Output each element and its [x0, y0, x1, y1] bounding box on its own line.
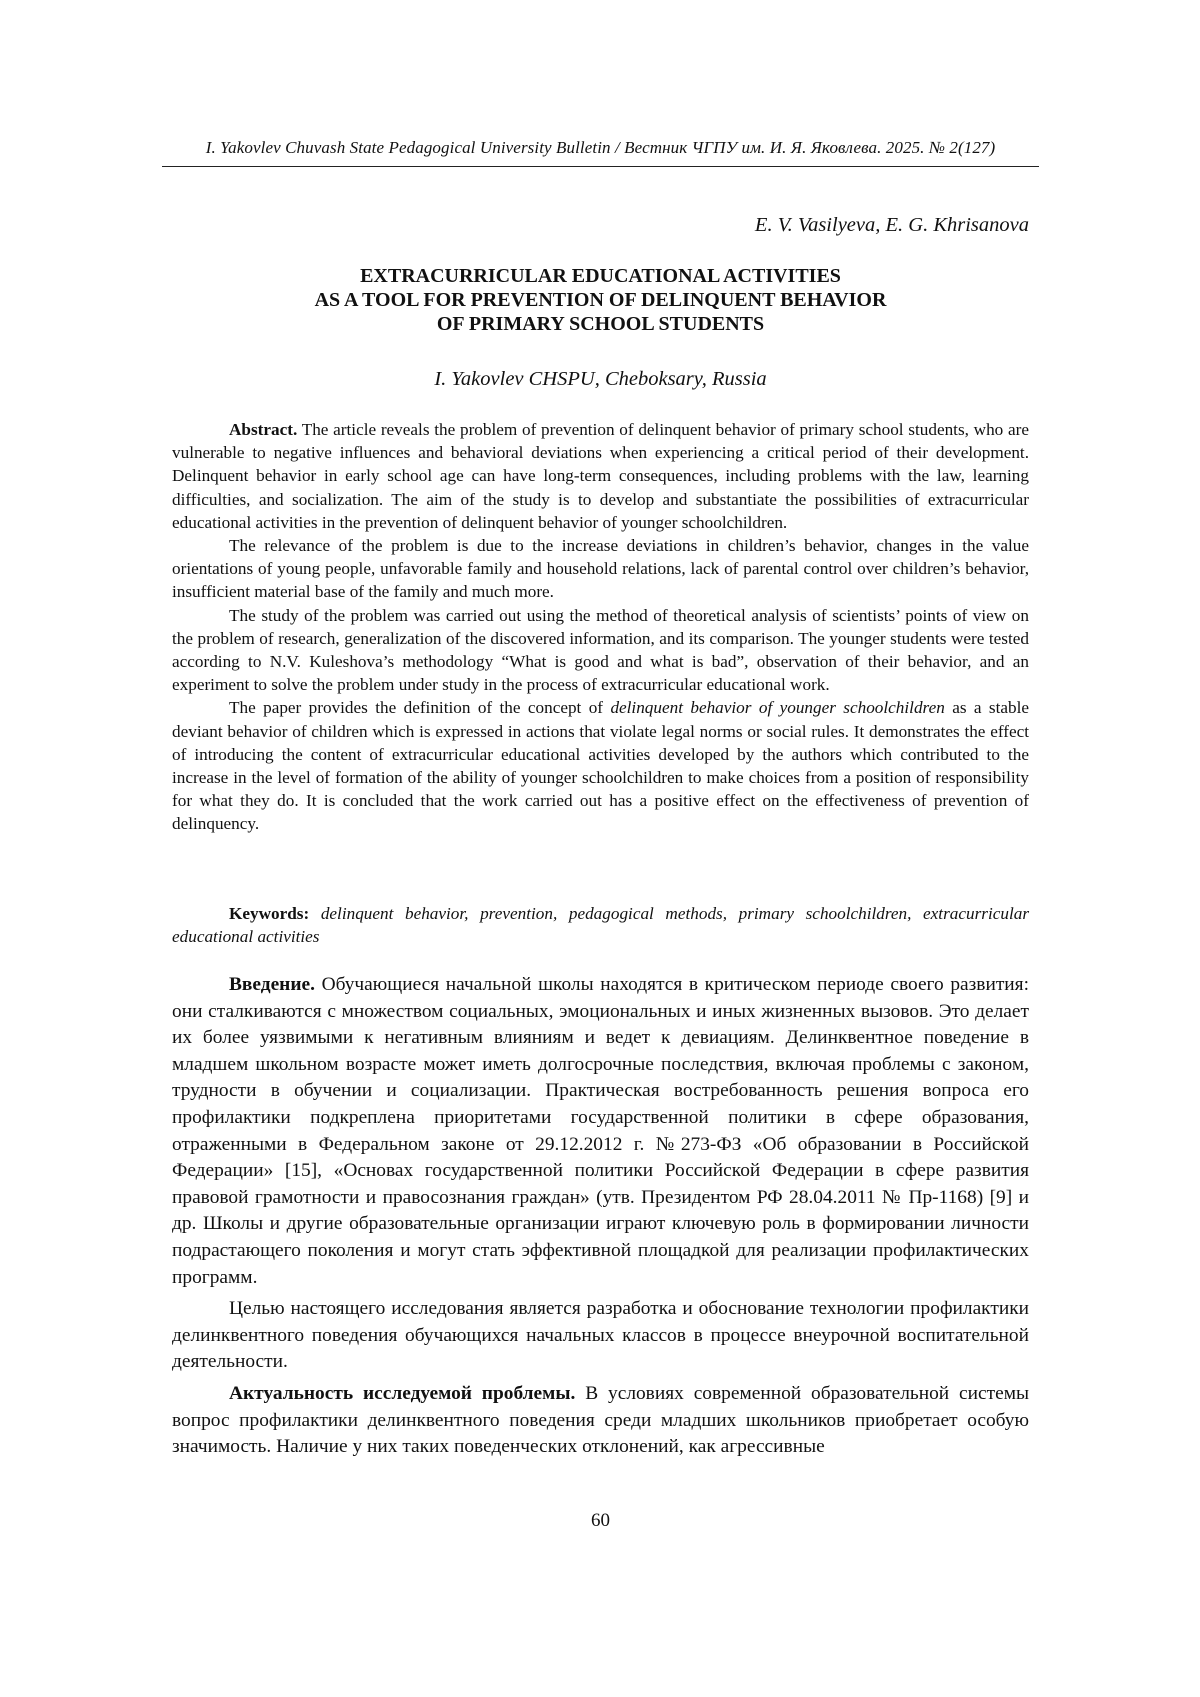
keywords-section: [172, 902, 1029, 948]
header-divider: [162, 166, 1039, 167]
keywords-list: delinquent behavior, prevention, pedagogical methods, primary schoolchildren, extracurricular educational activities: [172, 904, 1030, 947]
section-label-relevance: Актуальность исследуемой проблемы.: [229, 1382, 576, 1404]
abstract-section: [172, 418, 1029, 836]
body-paragraph: [172, 1381, 1029, 1461]
title-line: EXTRACURRICULAR EDUCATIONAL ACTIVITIES: [360, 265, 841, 287]
page-number: 60: [591, 1510, 610, 1531]
body-paragraph: Целью настоящего исследования является разработка и обоснование технологии профилактики делинквентного поведения обучающихся начальных классов в процессе внеурочной воспитательной деятельности.: [172, 1298, 1029, 1373]
article-body: [172, 972, 1029, 1466]
article-authors: E. V. Vasilyeva, E. G. Khrisanova: [754, 214, 1029, 236]
abstract-paragraph: The study of the problem was carried out using the method of theoretical analysis of scientists’ points of view on the problem of research, generalization of the discovered information, and its comparison. The younger students were tested according to N.V. Kuleshova’s methodology “What is good and what is bad”, observation of their behavior, and an experiment to solve the problem under study in the process of extracurricular educational work.: [172, 605, 1029, 695]
body-text: Обучающиеся начальной школы находятся в критическом периоде своего развития: они сталкиваются с множеством социальных, эмоциональных и иных жизненных вызовов. Это делает их более уязвимыми к негативным влияниям и ведет к девиациям. Делинквентное поведение в младшем школьном возрасте может иметь долгосрочные последствия, включая проблемы с законом, трудности в обучении и социализации. Практическая востребованность решения вопроса его профилактики подкреплена приоритетами государственной политики в сфере образования, отраженными в Федеральном законе от 29.12.2012 г. №273-ФЗ «Об образовании в Российской Федерации» [15], «Основах государственной политики Российской Федерации в сфере развития правовой грамотности и правосознания граждан» (утв. Президентом РФ 28.04.2011 № Пр-1168) [9] и др. Школы и другие образовательные организации играют ключевую роль в формировании личности подрастающего поколения и могут стать эффективной площадкой для реализации профилактических программ.: [172, 974, 1029, 1288]
body-paragraph: [172, 972, 1029, 1291]
abstract-text: as a stable deviant behavior of children which is expressed in actions that violate legal norms or social rules. It demonstrates the effect of introducing the content of extracurricular educational activities developed by the authors which contributed to the increase in the level of formation of the ability of younger schoolchildren to make choices from a position of responsibility for what they do. It is concluded that the work carried out has a positive effect on the effectiveness of prevention of delinquency.: [172, 698, 1030, 834]
author-affiliation: I. Yakovlev CHSPU, Cheboksary, Russia: [434, 368, 767, 390]
title-line: AS A TOOL FOR PREVENTION OF DELINQUENT BEHAVIOR: [314, 289, 887, 311]
section-label-introduction: Введение.: [229, 974, 315, 995]
article-title: [172, 264, 1029, 336]
running-header: I. Yakovlev Chuvash State Pedagogical University Bulletin / Вестник ЧГПУ им. И. Я. Яковлева. 2025. № 2(127): [205, 138, 996, 157]
body-text: В условиях современной образовательной системы вопрос профилактики делинквентного поведения среди младших школьников приобретает особую значимость. Наличие у них таких поведенческих отклонений, как агрессивные: [172, 1382, 1029, 1458]
title-line: OF PRIMARY SCHOOL STUDENTS: [436, 313, 765, 335]
abstract-paragraph: [172, 696, 1029, 835]
abstract-text: The paper provides the definition of the concept of: [229, 698, 604, 718]
document-page: [172, 0, 1029, 1697]
abstract-paragraph: [172, 418, 1029, 534]
keywords-label: Keywords:: [229, 904, 310, 923]
abstract-paragraph: The relevance of the problem is due to the increase deviations in children’s behavior, changes in the value orientations of young people, unfavorable family and household relations, lack of parental control over children’s behavior, insufficient material base of the family and much more.: [172, 536, 1029, 602]
abstract-label: Abstract.: [229, 420, 298, 439]
abstract-text: The article reveals the problem of prevention of delinquent behavior of primary school students, who are vulnerable to negative influences and behavioral deviations when experiencing a critical period of their development. Delinquent behavior in early school age can have long-term consequences, including problems with the law, learning difficulties, and socialization. The aim of the study is to develop and substantiate the possibilities of extracurricular educational activities in the prevention of delinquent behavior of younger schoolchildren.: [172, 420, 1029, 532]
defined-term: delinquent behavior of younger schoolchildren: [610, 698, 945, 718]
